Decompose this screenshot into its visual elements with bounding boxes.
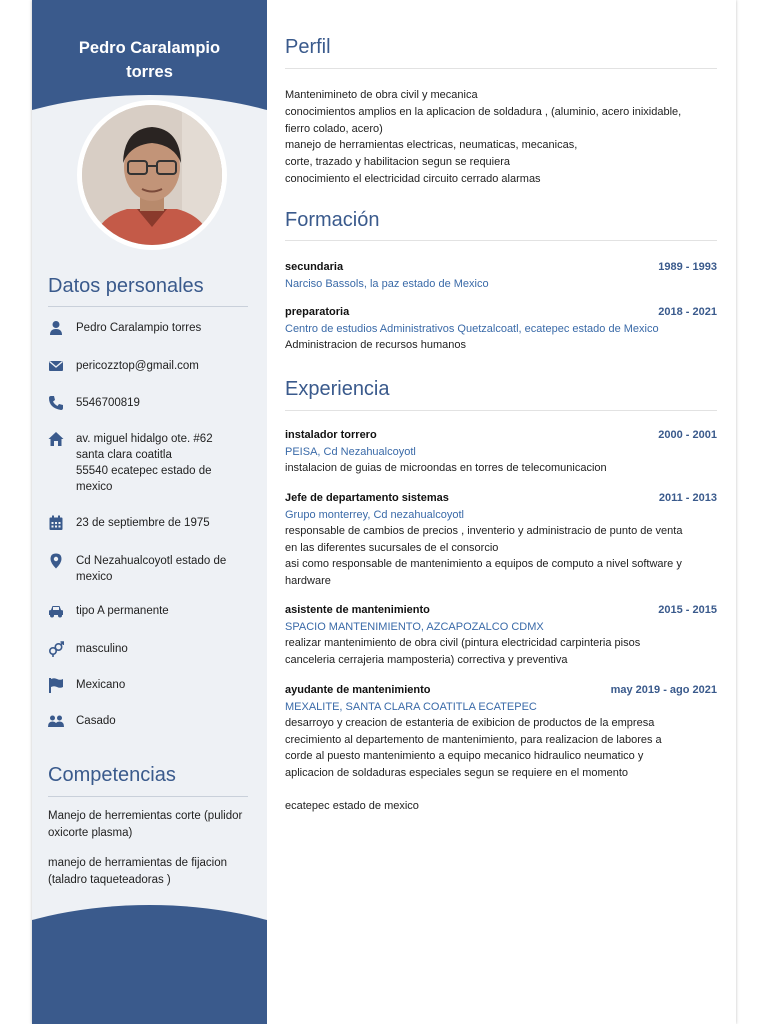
entry-description-line: responsable de cambios de precios , inventerio y administracio de punto de venta [285,525,683,537]
entry-date: 2000 - 2001 [658,429,717,441]
personal-item-phone [48,395,258,411]
education-entry [285,304,717,354]
entry-title: secundaria [285,261,344,273]
personal-item-license [48,603,258,619]
profile-divider [285,68,717,69]
entry-description-line: aplicacion de soldaduras especiales segun se requiere en el momento [285,766,629,779]
home-icon [48,431,76,447]
personal-item-text: masculino [76,643,128,655]
personal-item-text: pericozztop@gmail.com [76,360,199,372]
profile-line: conocimiento el electricidad circuito cerrado alarmas [285,172,541,185]
entry-date: 2015 - 2015 [658,604,717,616]
entry-description-line: asi como responsable de mantenimiento a equipos de computo a nivel software y [285,558,682,570]
skills-divider [48,796,248,797]
skill-item: manejo de herramientas de fijacion (taladro taqueteadoras ) [48,857,227,886]
personal-item-text: av. miguel hidalgo ote. #62 santa clara coatitla 55540 ecatepec estado de mexico [76,433,213,493]
entry-title: ayudante de mantenimiento [285,684,431,696]
profile-line: fierro colado, acero) [285,122,383,135]
phone-icon [48,395,76,411]
personal-item-text: Mexicano [76,679,126,691]
personal-item-nationality [48,677,258,693]
entry-title: asistente de mantenimiento [285,604,430,616]
entry-company: Grupo monterrey, Cd nezahualcoyotl [285,508,464,521]
education-entry [285,259,717,292]
skill-item: Manejo de herremientas corte (pulidor oxicorte plasma) [48,810,243,839]
location-pin-icon [48,553,76,569]
experience-entry [285,490,717,589]
entry-description-line [285,781,717,798]
gender-icon [48,641,76,657]
entry-description-line: crecimiento al departemento de mantenimiento, para realizacion de labores a [285,733,662,746]
sidebar [32,0,267,1024]
entry-description [285,715,717,814]
person-name-line2: torres [126,63,173,81]
experience-entry [285,682,717,814]
personal-data-divider [48,306,248,307]
person-name [32,36,267,84]
personal-item-text: Cd Nezahualcoyotl estado de mexico [76,555,227,583]
profile-line: conocimientos amplios en la aplicacion de soldadura , (aluminio, acero inixidable, [285,105,682,118]
entry-institution: Narciso Bassols, la paz estado de Mexico [285,277,489,290]
entry-date: may 2019 - ago 2021 [610,684,717,696]
entry-date: 1989 - 1993 [658,261,717,273]
education-heading: Formación [285,209,380,231]
profile-text [285,87,717,188]
calendar-icon [48,515,76,531]
personal-item-text: 23 de septiembre de 1975 [76,517,210,529]
entry-company: MEXALITE, SANTA CLARA COATITLA ECATEPEC [285,700,537,713]
entry-description [285,635,717,668]
entry-description [285,337,717,354]
entry-description-line: canceleria cerrajeria mamposteria) correctiva y preventiva [285,653,568,666]
people-icon [48,713,76,729]
education-divider [285,240,717,241]
entry-description-line: Administracion de recursos humanos [285,339,466,351]
entry-description-line: realizar mantenimiento de obra civil (pintura electricidad carpinteria pisos [285,637,641,649]
personal-item-email [48,358,258,374]
entry-description-line: hardware [285,574,331,587]
personal-item-text: 5546700819 [76,397,140,409]
personal-item-gender [48,641,258,657]
entry-title: Jefe de departamento sistemas [285,492,449,504]
personal-item-marital-status [48,713,258,729]
sidebar-footer-curve [32,905,267,1024]
experience-heading: Experiencia [285,378,390,400]
personal-item-address [48,431,258,495]
entry-description-line: corde al puesto mantenimiento a equipo mecanico hidraulico neumatico y [285,750,644,762]
entry-institution: Centro de estudios Administrativos Quetzalcoatl, ecatepec estado de Mexico [285,322,659,335]
entry-description [285,523,717,589]
profile-heading: Perfil [285,36,331,58]
personal-item-text: Pedro Caralampio torres [76,322,202,334]
car-icon [48,603,76,619]
skills-heading: Competencias [48,764,176,786]
personal-item-birthdate [48,515,258,531]
personal-item-text: Casado [76,715,116,727]
flag-icon [48,677,76,693]
profile-line: manejo de herramientas electricas, neumaticas, mecanicas, [285,139,578,152]
profile-line: corte, trazado y habilitacion segun se requiera [285,156,511,169]
entry-company: PEISA, Cd Nezahualcoyotl [285,445,416,458]
entry-description-line: instalacion de guias de microondas en torres de telecomunicacion [285,462,607,474]
entry-description-line: en las diferentes sucursales de el consorcio [285,541,499,554]
entry-description-line: desarroyo y creacion de estanteria de exibicion de productos de la empresa [285,717,655,729]
sidebar-footer-band [32,1010,267,1024]
experience-entry [285,427,717,477]
entry-description-line: ecatepec estado de mexico [285,799,419,812]
user-icon [48,320,76,336]
email-icon [48,358,76,374]
entry-title: instalador torrero [285,429,377,441]
personal-item-birthplace [48,553,258,585]
experience-divider [285,410,717,411]
experience-entry [285,602,717,668]
personal-data-heading: Datos personales [48,275,204,297]
profile-line: Manteniminetо de obra civil y mecanica [285,89,478,101]
person-name-line1: Pedro Caralampio [78,39,221,57]
resume-page [32,0,736,1024]
entry-title: preparatoria [285,306,350,318]
personal-item-name [48,320,258,336]
profile-photo-illustration [82,105,222,245]
entry-date: 2018 - 2021 [658,306,717,318]
entry-company: SPACIO MANTENIMIENTO, AZCAPOZALCO CDMX [285,620,544,633]
personal-item-text: tipo A permanente [76,605,169,617]
entry-date: 2011 - 2013 [658,492,717,504]
entry-description [285,460,717,477]
profile-photo [77,100,227,250]
